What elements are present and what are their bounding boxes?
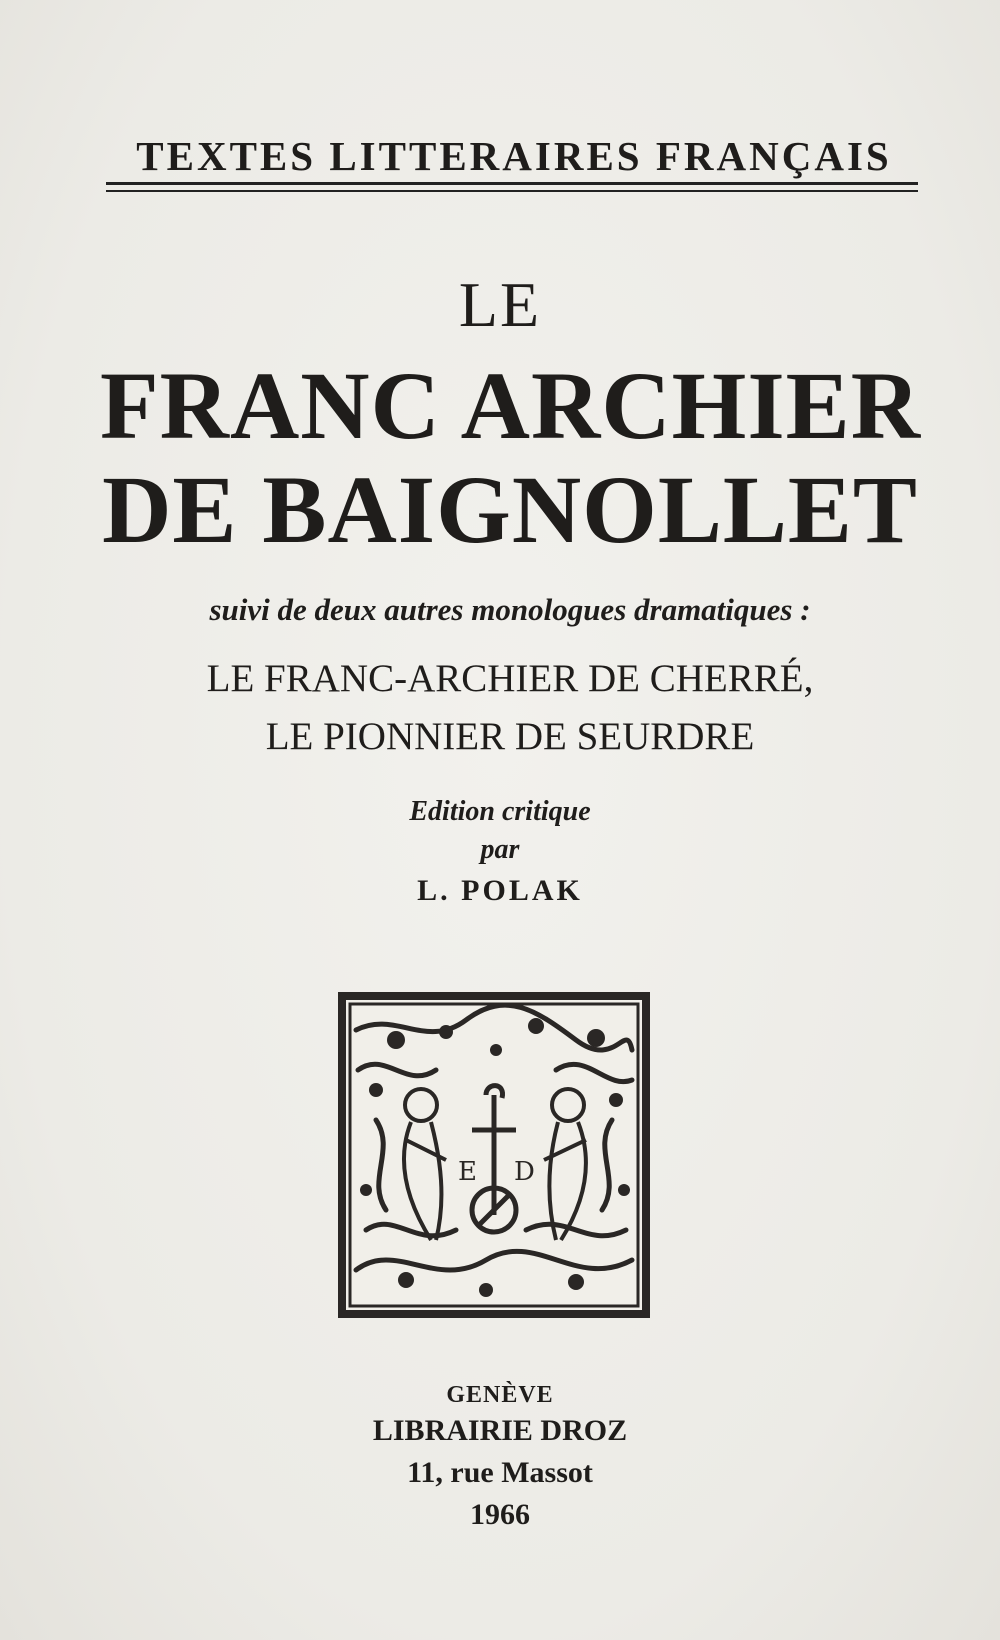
printers-mark-woodcut-icon xyxy=(336,990,652,1320)
monologue-title-2: LE PIONNIER DE SEURDRE xyxy=(265,715,755,758)
imprint-city: GENÈVE xyxy=(446,1382,554,1408)
main-title-line-2: DE BAIGNOLLET xyxy=(102,456,918,563)
series-rule-thick xyxy=(106,182,918,185)
title-article: LE xyxy=(458,269,542,340)
series-title: TEXTES LITTERAIRES FRANÇAIS xyxy=(136,133,892,179)
edition-label: Edition critique xyxy=(409,796,591,827)
by-label: par xyxy=(480,834,520,865)
imprint-year: 1966 xyxy=(470,1498,530,1531)
main-title xyxy=(100,354,920,562)
imprint-address: 11, rue Massot xyxy=(407,1456,593,1489)
author-name: L. POLAK xyxy=(417,874,583,907)
monologue-title-1: LE FRANC-ARCHIER DE CHERRÉ, xyxy=(206,657,814,700)
subtitle: suivi de deux autres monologues dramatiques : xyxy=(209,592,811,627)
main-title-line-1: FRANC ARCHIER xyxy=(100,352,922,459)
printers-mark-right-letter: D xyxy=(514,1157,535,1187)
series-rule-thin xyxy=(106,190,918,192)
imprint-publisher: LIBRAIRIE DROZ xyxy=(372,1414,628,1447)
printers-mark-left-letter: E xyxy=(458,1157,477,1187)
